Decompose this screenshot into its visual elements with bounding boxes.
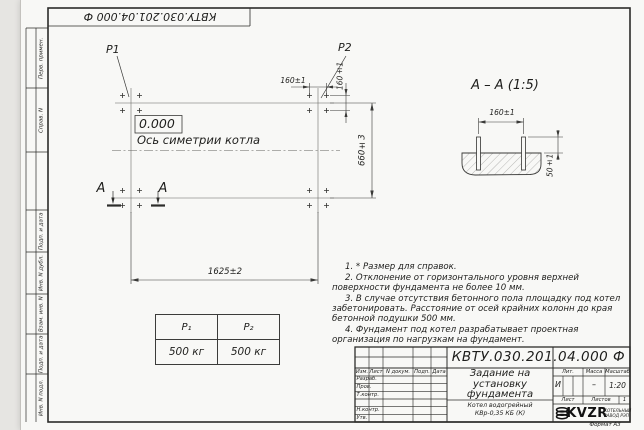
dim-height-660: 660±3 <box>357 134 368 166</box>
margin-label-inv-podl: Инв. N подл. <box>38 379 45 417</box>
load-table-value-p1: 500 кг <box>156 340 218 365</box>
section-dim-160: 160±1 <box>489 108 515 117</box>
load-table-header-p1: P₁ <box>156 315 218 340</box>
anchor-bolt-right <box>522 137 526 170</box>
tb-scale-value: 1:20 <box>609 381 626 390</box>
tb-sheet-label: Лист <box>561 396 575 403</box>
tb-row-razrab: Разраб. <box>356 376 377 383</box>
margin-label-podp-data-1: Подп. и дата <box>38 212 45 250</box>
kvzr-logo: KVZR <box>566 405 608 421</box>
notes-block <box>332 263 632 347</box>
note-3: 3. В случае отсутствия бетонного пола площадку под котел забетонировать. Расстояние от осей крайних колонн до края бетонной подушки 500 мм. <box>332 293 621 324</box>
tb-lit-header: Лит. <box>562 368 574 375</box>
tb-row-nkontr: Н.контр. <box>356 407 380 413</box>
tb-mass-header: Масса <box>585 368 603 375</box>
section-letter-left: А <box>96 181 106 196</box>
margin-label-sprav-n: Справ. N <box>38 107 45 133</box>
anchor-bolt-left <box>477 137 481 170</box>
plan-p2-label: P2 <box>338 41 352 54</box>
dim-width-1625: 1625±2 <box>207 267 243 277</box>
axis-of-symmetry-label: Ось симетрии котла <box>137 133 261 147</box>
tb-sheets-label: Листов <box>591 396 611 403</box>
tb-header-ndokum: N докум. <box>385 368 411 375</box>
product-name-line-2: КВр-0,35 КБ (К) <box>474 409 526 417</box>
margin-label-perv-primen: Перв. примен. <box>38 37 45 79</box>
title-line-1: Задание на <box>469 368 531 379</box>
leader-lines <box>117 56 346 98</box>
margin-label-podp-data-2: Подп. и дата <box>38 335 45 373</box>
plan-centerlines <box>112 88 340 213</box>
format-label: Формат А3 <box>589 422 621 428</box>
level-mark: 0.000 <box>139 116 175 131</box>
section-letter-right: А <box>158 181 168 196</box>
title-block-doc-number: КВТУ.030.201.04.000 Ф <box>451 349 626 366</box>
tb-row-utv: Утв. <box>356 414 368 421</box>
tb-sheets-value: 1 <box>622 396 627 403</box>
title-line-3: фундамента <box>466 389 534 400</box>
product-name-line-1: Котел водогрейный <box>467 402 533 410</box>
load-table-value-p2: 500 кг <box>218 340 280 365</box>
plan-p1-label: P1 <box>106 43 120 56</box>
company-subtitle-line-2: ЗАВОД РЭП <box>604 413 629 419</box>
dim-bolt-spacing-y: 160±1 <box>335 61 345 91</box>
load-table-header-p2: P₂ <box>218 315 280 340</box>
margin-label-inv-dubl: Инв. N дубл. <box>38 254 45 292</box>
tb-header-list: Лист <box>369 368 383 375</box>
section-dim-50: 50±1 <box>545 153 555 177</box>
tb-row-tkontr: Т.контр. <box>356 391 379 398</box>
tb-lit-value: И <box>555 380 561 389</box>
load-table <box>155 314 280 365</box>
tb-row-prov: Пров. <box>356 383 372 390</box>
tb-mass-value: – <box>592 380 596 389</box>
tb-header-podp: Подп. <box>414 368 430 375</box>
tb-header-izm: Изм. <box>355 368 369 375</box>
title-line-2: установку <box>473 378 527 390</box>
tb-header-data: Дата <box>432 368 446 375</box>
section-view-title: А – А (1:5) <box>471 78 539 93</box>
note-2: 2. Отклонение от горизонтального уровня верхней поверхности фундамента не более 10 мм. <box>332 272 580 293</box>
company-subtitle <box>604 408 632 419</box>
company-subtitle-line-1: КОТЕЛЬНЫЙ <box>604 408 632 413</box>
note-1: 1. * Размер для справок. <box>345 262 457 272</box>
top-stamp-doc-number: КВТУ.030.201.04.000 Ф <box>83 10 217 24</box>
margin-label-vzam-inv: Взам. инв. N <box>38 296 45 332</box>
concrete-pad <box>462 153 541 175</box>
dim-bolt-spacing-x: 160±1 <box>280 76 306 85</box>
tb-scale-header: Масштаб <box>605 368 630 375</box>
note-4: 4. Фундамент под котел разрабатывает проектная организация по нагрузкам на фундамент. <box>332 324 579 345</box>
